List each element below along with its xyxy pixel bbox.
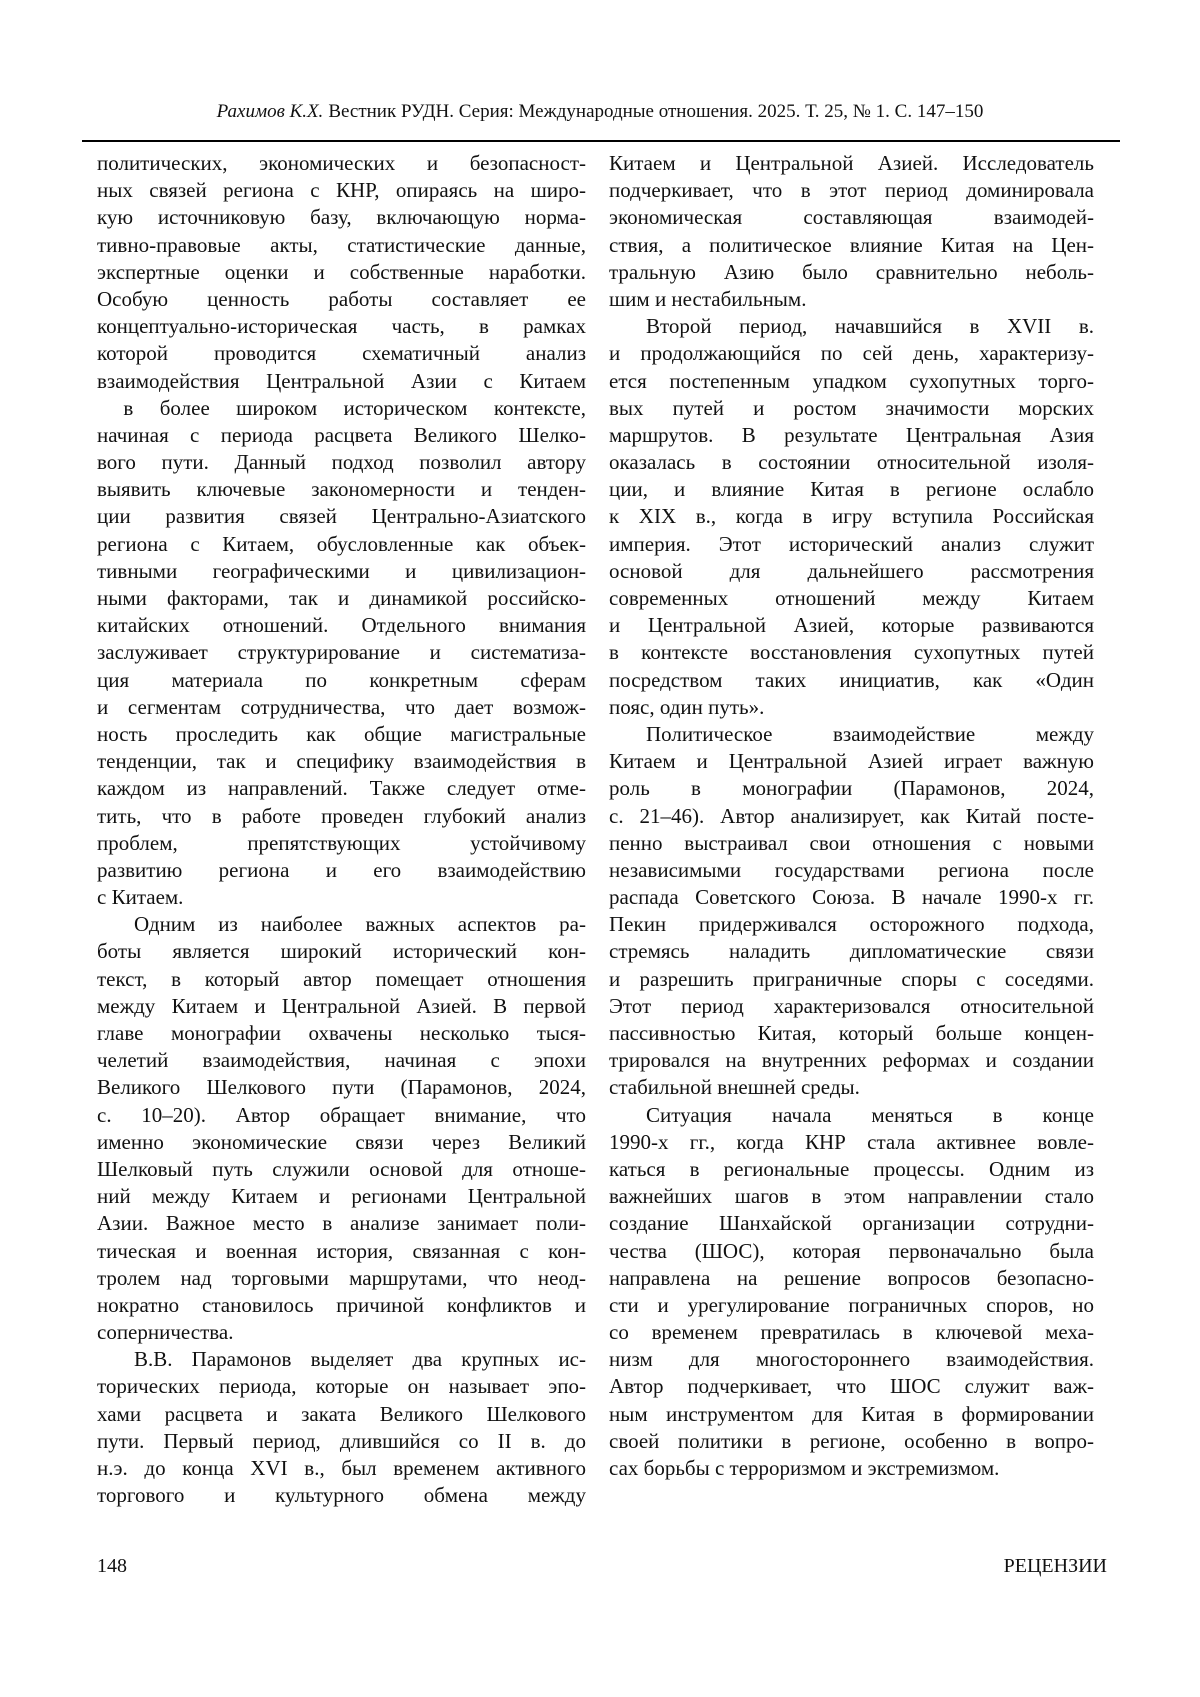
- running-head: [0, 100, 1200, 124]
- text-line: развитию региона и его взаимодействию: [97, 857, 586, 882]
- text-line: Китаем и Центральной Азией играет важную: [609, 749, 1094, 774]
- text-line: В.В. Парамонов выделяет два крупных ис-: [134, 1347, 586, 1372]
- text-line: начиная с периода расцвета Великого Шелко-: [97, 422, 586, 447]
- text-line: политических, экономических и безопасност-: [97, 151, 586, 175]
- text-line: проблем, препятствующих устойчивому: [97, 830, 586, 855]
- text-line: ствия, а политическое влияние Китая на Цен-: [609, 232, 1094, 257]
- text-line: которой проводится схематичный анализ: [97, 341, 586, 366]
- text-line: торгового и культурного обмена между: [97, 1483, 586, 1508]
- text-line: вого пути. Данный подход позволил автору: [97, 450, 586, 475]
- paragraph: [97, 911, 586, 1346]
- text-line: и продолжающийся по сей день, характеризу-: [609, 341, 1094, 366]
- paragraph: [609, 150, 1094, 313]
- text-line: сти и урегулирование пограничных споров, но: [609, 1292, 1094, 1317]
- text-line: Автор подчеркивает, что ШОС служит важ-: [609, 1374, 1094, 1399]
- text-line: тральную Азию было сравнительно неболь-: [609, 259, 1094, 284]
- text-line: вых путей и ростом значимости морских: [609, 395, 1094, 420]
- text-line: взаимодействия Центральной Азии с Китаем: [97, 368, 586, 393]
- text-line: империя. Этот исторический анализ служит: [609, 531, 1094, 556]
- text-line: нократно становилось причиной конфликтов и: [97, 1292, 586, 1317]
- text-line: и разрешить приграничные споры с соседями.: [609, 966, 1094, 991]
- text-line: Китаем и Центральной Азией. Исследователь: [609, 151, 1094, 175]
- text-column-right: [609, 150, 1094, 1482]
- text-line: именно экономические связи через Великий: [97, 1129, 586, 1154]
- text-line: с Китаем.: [97, 885, 184, 910]
- paragraph: [609, 313, 1094, 721]
- text-line: текст, в который автор помещает отношения: [97, 966, 586, 991]
- text-line: с. 21–46). Автор анализирует, как Китай посте-: [609, 803, 1094, 828]
- text-line: посредством таких инициатив, как «Один: [609, 667, 1094, 692]
- text-line: 1990-х гг., когда КНР стала активнее вовле-: [609, 1129, 1094, 1154]
- text-line: тивно-правовые акты, статистические данные,: [97, 232, 586, 257]
- running-head-author: Рахимов К.Х.: [216, 101, 324, 122]
- paragraph: [97, 1346, 586, 1509]
- text-line: кую источниковую базу, включающую норма-: [97, 205, 586, 230]
- text-line: пенно выстраивал свои отношения с новыми: [609, 830, 1094, 855]
- text-line: шим и нестабильным.: [609, 286, 807, 311]
- text-line: Второй период, начавшийся в XVII в.: [646, 314, 1094, 339]
- text-line: пути. Первый период, длившийся со II в. до: [97, 1428, 586, 1453]
- text-line: низм для многостороннего взаимодействия.: [609, 1347, 1094, 1372]
- text-line: ным инструментом для Китая в формировании: [609, 1401, 1094, 1426]
- text-line: Особую ценность работы составляет ее: [97, 286, 586, 311]
- text-line: главе монографии охвачены несколько тыся-: [97, 1021, 586, 1045]
- text-line: тенденции, так и специфику взаимодействия в: [97, 749, 586, 774]
- text-line: сах борьбы с терроризмом и экстремизмом.: [609, 1456, 1000, 1480]
- text-line: пассивностью Китая, который больше концен-: [609, 1021, 1094, 1045]
- text-line: каться в региональные процессы. Одним из: [609, 1156, 1094, 1181]
- text-line: важнейших шагов в этом направлении стало: [609, 1184, 1094, 1209]
- text-line: направлена на решение вопросов безопасно-: [609, 1265, 1094, 1290]
- text-line: челетий взаимодействия, начиная с эпохи: [97, 1048, 586, 1073]
- text-line: экономическая составляющая взаимодей-: [609, 205, 1094, 230]
- page-footer: [97, 1554, 1107, 1578]
- text-line: боты является широкий исторический кон-: [97, 939, 586, 964]
- text-line: ции развития связей Центрально-Азиатского: [97, 504, 586, 529]
- text-line: ний между Китаем и регионами Центральной: [97, 1184, 586, 1209]
- text-line: каждом из направлений. Также следует отме-: [97, 776, 586, 801]
- running-head-source: Вестник РУДН. Серия: Международные отношения. 2025. Т. 25, № 1. С. 147–150: [328, 101, 984, 122]
- text-line: Великого Шелкового пути (Парамонов, 2024,: [97, 1075, 586, 1100]
- text-line: с. 10–20). Автор обращает внимание, что: [97, 1102, 586, 1127]
- text-line: н.э. до конца XVI в., был временем активного: [97, 1456, 586, 1480]
- page-number: 148: [97, 1555, 127, 1577]
- text-line: Пекин придерживался осторожного подхода,: [609, 912, 1094, 937]
- text-line: региона с Китаем, обусловленные как объек-: [97, 531, 586, 556]
- text-line: основой для дальнейшего рассмотрения: [609, 558, 1094, 583]
- text-line: Ситуация начала меняться в конце: [646, 1102, 1094, 1127]
- text-line: распада Советского Союза. В начале 1990-х гг.: [609, 885, 1094, 910]
- text-line: трировался на внутренних реформах и создании: [609, 1048, 1094, 1073]
- text-line: Одним из наиболее важных аспектов ра-: [134, 912, 586, 937]
- text-line: роль в монографии (Парамонов, 2024,: [609, 776, 1094, 801]
- text-line: независимыми государствами региона после: [609, 857, 1094, 882]
- text-line: торических периода, которые он называет эпо-: [97, 1374, 586, 1399]
- text-line: выявить ключевые закономерности и тенден-: [97, 477, 586, 502]
- text-line: ция материала по конкретным сферам: [97, 667, 586, 692]
- text-line: ных связей региона с КНР, опираясь на широ-: [97, 178, 586, 203]
- text-line: оказалась в состоянии относительной изоля-: [609, 450, 1094, 475]
- text-column-left: [97, 150, 586, 1509]
- text-line: экспертные оценки и собственные наработки.: [97, 259, 586, 284]
- text-line: стремясь наладить дипломатические связи: [609, 939, 1094, 964]
- text-line: хами расцвета и заката Великого Шелкового: [97, 1401, 586, 1426]
- text-line: концептуально-историческая часть, в рамках: [97, 314, 586, 339]
- paragraph: [97, 150, 586, 911]
- text-line: со временем превратилась в ключевой меха-: [609, 1320, 1094, 1345]
- paragraph: [609, 1102, 1094, 1483]
- paragraph: [609, 721, 1094, 1102]
- text-line: в более широком историческом контексте,: [97, 395, 586, 420]
- text-line: стабильной внешней среды.: [609, 1075, 860, 1100]
- text-line: современных отношений между Китаем: [609, 586, 1094, 610]
- text-line: ными факторами, так и динамикой российско-: [97, 586, 586, 610]
- text-line: соперничества.: [97, 1320, 234, 1345]
- text-line: ется постепенным упадком сухопутных торго-: [609, 368, 1094, 393]
- text-line: и Центральной Азией, которые развиваются: [609, 613, 1094, 638]
- text-line: Азии. Важное место в анализе занимает поли-: [97, 1211, 586, 1236]
- text-line: тическая и военная история, связанная с кон-: [97, 1238, 586, 1263]
- text-line: Этот период характеризовался относительной: [609, 993, 1094, 1018]
- text-line: китайских отношений. Отдельного внимания: [97, 613, 586, 638]
- text-line: ции, и влияние Китая в регионе ослабло: [609, 477, 1094, 502]
- text-line: пояс, один путь».: [609, 694, 765, 719]
- text-line: тролем над торговыми маршрутами, что неод-: [97, 1265, 586, 1290]
- text-line: тивными географическими и цивилизацион-: [97, 558, 586, 583]
- text-line: маршрутов. В результате Центральная Азия: [609, 422, 1094, 447]
- text-line: подчеркивает, что в этот период доминировала: [609, 178, 1094, 203]
- header-rule: [82, 140, 1120, 142]
- text-line: Политическое взаимодействие между: [646, 721, 1094, 746]
- section-label: РЕЦЕНЗИИ: [1003, 1555, 1107, 1577]
- text-line: и сегментам сотрудничества, что дает возмож-: [97, 694, 586, 719]
- text-line: к XIX в., когда в игру вступила Российская: [609, 504, 1094, 529]
- text-line: в контексте восстановления сухопутных путей: [609, 640, 1094, 665]
- text-line: чества (ШОС), которая первоначально была: [609, 1238, 1094, 1263]
- text-line: Шелковый путь служили основой для отноше-: [97, 1156, 586, 1181]
- text-line: своей политики в регионе, особенно в вопро-: [609, 1428, 1094, 1453]
- text-line: создание Шанхайской организации сотрудни-: [609, 1211, 1094, 1236]
- text-line: ность проследить как общие магистральные: [97, 721, 586, 746]
- text-line: тить, что в работе проведен глубокий анализ: [97, 803, 586, 828]
- text-line: между Китаем и Центральной Азией. В первой: [97, 993, 586, 1018]
- text-line: заслуживает структурирование и систематиза-: [97, 640, 586, 665]
